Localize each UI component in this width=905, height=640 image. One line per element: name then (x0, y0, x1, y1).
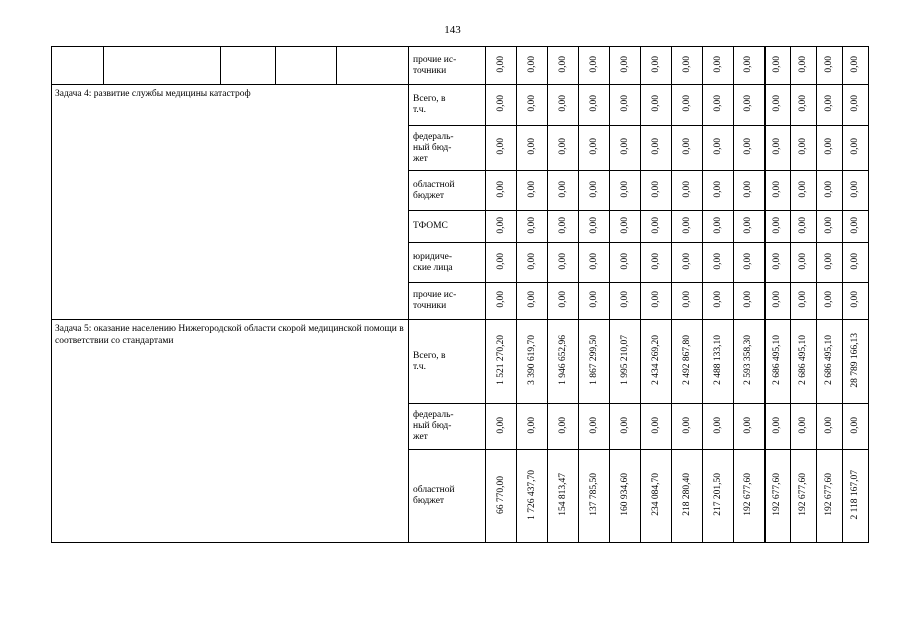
value-text: 0,00 (743, 416, 754, 434)
value-text: 0,00 (712, 416, 723, 434)
value-text: 0,00 (712, 252, 723, 270)
task-title: Задача 4: развитие службы медицины катастроф (52, 85, 409, 320)
value-text: 0,00 (681, 138, 692, 155)
value-cell (817, 171, 843, 211)
value-cell (791, 283, 817, 320)
value-cell (817, 47, 843, 85)
value-cell (843, 47, 869, 85)
value-cell (817, 211, 843, 243)
task-title: Задача 5: оказание населению Нижегородской области скорой медицинской помощи в соответствии со стандартами (52, 320, 409, 543)
value-cell (843, 450, 869, 543)
value-text: 0,00 (743, 291, 754, 308)
value-cell (641, 85, 672, 126)
value-cell (734, 47, 765, 85)
value-text: 0,00 (619, 252, 630, 270)
table-row (52, 85, 869, 126)
value-text: 0,00 (495, 138, 506, 155)
value-cell (610, 320, 641, 404)
value-cell (579, 320, 610, 404)
value-text: 0,00 (650, 291, 661, 308)
value-text: 0,00 (850, 180, 860, 198)
value-cell (791, 404, 817, 450)
value-cell (765, 450, 791, 543)
value-cell (579, 47, 610, 85)
value-text: 0,00 (557, 55, 568, 73)
value-text: 1 521 270,20 (495, 335, 506, 385)
value-cell (703, 283, 734, 320)
value-text: 0,00 (772, 416, 783, 434)
value-cell (843, 171, 869, 211)
value-cell (703, 85, 734, 126)
value-text: 154 813,47 (557, 473, 568, 516)
value-text: 0,00 (824, 416, 834, 434)
value-cell (734, 450, 765, 543)
value-cell (517, 283, 548, 320)
value-text: 0,00 (824, 95, 834, 112)
value-cell (672, 126, 703, 171)
value-text: 0,00 (650, 252, 661, 270)
value-text: 0,00 (619, 216, 630, 234)
value-text: 0,00 (557, 216, 568, 234)
value-cell (672, 283, 703, 320)
value-text: 0,00 (619, 55, 630, 73)
value-cell (579, 85, 610, 126)
value-cell (765, 283, 791, 320)
value-cell (765, 126, 791, 171)
value-text: 0,00 (557, 416, 568, 434)
value-cell (734, 171, 765, 211)
value-text: 192 677,60 (824, 473, 834, 516)
value-cell (765, 243, 791, 283)
value-cell (517, 211, 548, 243)
value-cell (641, 126, 672, 171)
value-text: 0,00 (850, 216, 860, 234)
value-cell (610, 47, 641, 85)
value-cell (703, 320, 734, 404)
value-text: 0,00 (798, 216, 808, 234)
value-text: 0,00 (588, 216, 599, 234)
value-text: 0,00 (557, 180, 568, 198)
value-cell (610, 85, 641, 126)
value-cell (791, 211, 817, 243)
value-text: 0,00 (772, 252, 783, 270)
empty-cell (337, 47, 409, 85)
value-cell (548, 47, 579, 85)
source-cell: прочие ис- точники (409, 47, 486, 85)
value-text: 0,00 (650, 138, 661, 155)
value-cell (517, 126, 548, 171)
value-cell (734, 211, 765, 243)
empty-cell (104, 47, 221, 85)
value-text: 0,00 (495, 291, 506, 308)
value-text: 0,00 (712, 180, 723, 198)
source-cell: юридиче- ские лица (409, 243, 486, 283)
value-text: 0,00 (712, 216, 723, 234)
value-text: 0,00 (557, 252, 568, 270)
table-row (52, 47, 869, 85)
value-cell (734, 85, 765, 126)
value-cell (791, 47, 817, 85)
value-cell (791, 126, 817, 171)
value-text: 0,00 (588, 138, 599, 155)
value-text: 0,00 (619, 180, 630, 198)
value-cell (486, 404, 517, 450)
value-cell (703, 126, 734, 171)
value-text: 0,00 (850, 138, 860, 155)
value-cell (817, 450, 843, 543)
value-text: 0,00 (588, 180, 599, 198)
value-text: 2 434 269,20 (650, 335, 661, 385)
value-text: 192 677,60 (772, 473, 783, 516)
value-cell (765, 211, 791, 243)
value-cell (579, 243, 610, 283)
value-cell (734, 404, 765, 450)
value-text: 0,00 (850, 55, 860, 73)
value-cell (486, 47, 517, 85)
source-cell: областной бюджет (409, 171, 486, 211)
value-text: 2 593 358,30 (743, 335, 754, 385)
value-text: 0,00 (526, 138, 537, 155)
value-text: 1 726 437,70 (526, 469, 537, 520)
value-cell (548, 211, 579, 243)
source-cell: Всего, в т.ч. (409, 85, 486, 126)
value-cell (641, 211, 672, 243)
value-text: 0,00 (495, 216, 506, 234)
value-text: 0,00 (712, 291, 723, 308)
value-cell (817, 320, 843, 404)
value-cell (703, 171, 734, 211)
value-text: 0,00 (526, 291, 537, 308)
value-text: 0,00 (681, 55, 692, 73)
value-text: 0,00 (495, 252, 506, 270)
value-text: 1 867 299,50 (588, 335, 599, 385)
value-text: 0,00 (772, 216, 783, 234)
value-cell (610, 171, 641, 211)
value-text: 217 201,50 (712, 473, 723, 516)
value-text: 0,00 (588, 291, 599, 308)
value-cell (817, 126, 843, 171)
value-cell (791, 171, 817, 211)
empty-cell (221, 47, 276, 85)
value-text: 0,00 (798, 138, 808, 155)
value-cell (843, 126, 869, 171)
value-text: 0,00 (681, 95, 692, 112)
value-text: 192 677,60 (798, 473, 808, 516)
value-text: 0,00 (681, 216, 692, 234)
empty-cell (276, 47, 337, 85)
source-cell: Всего, в т.ч. (409, 320, 486, 404)
value-text: 0,00 (588, 252, 599, 270)
value-text: 0,00 (798, 252, 808, 270)
value-cell (548, 171, 579, 211)
value-text: 0,00 (772, 55, 783, 73)
value-text: 0,00 (588, 55, 599, 73)
value-text: 0,00 (681, 252, 692, 270)
value-text: 0,00 (619, 95, 630, 112)
value-text: 0,00 (495, 416, 506, 434)
value-cell (486, 211, 517, 243)
value-text: 0,00 (712, 95, 723, 112)
value-text: 0,00 (650, 55, 661, 73)
value-text: 66 770,00 (495, 475, 506, 514)
value-cell (672, 404, 703, 450)
value-cell (641, 283, 672, 320)
value-text: 0,00 (650, 416, 661, 434)
value-cell (548, 243, 579, 283)
value-text: 0,00 (712, 138, 723, 155)
value-text: 0,00 (743, 180, 754, 198)
value-text: 0,00 (526, 95, 537, 112)
value-cell (672, 85, 703, 126)
value-text: 0,00 (588, 95, 599, 112)
value-text: 0,00 (495, 95, 506, 112)
value-text: 0,00 (526, 216, 537, 234)
source-cell: прочие ис- точники (409, 283, 486, 320)
value-text: 0,00 (526, 180, 537, 198)
value-cell (610, 404, 641, 450)
value-text: 0,00 (850, 416, 860, 434)
value-text: 1 995 210,07 (619, 335, 630, 385)
value-text: 2 686 495,10 (798, 335, 808, 385)
value-cell (817, 283, 843, 320)
value-text: 0,00 (798, 180, 808, 198)
value-text: 0,00 (619, 138, 630, 155)
source-cell: ТФОМС (409, 211, 486, 243)
value-cell (703, 450, 734, 543)
value-cell (579, 126, 610, 171)
value-cell (817, 404, 843, 450)
value-cell (579, 404, 610, 450)
value-cell (672, 171, 703, 211)
value-text: 0,00 (824, 55, 834, 73)
value-cell (486, 243, 517, 283)
value-cell (486, 171, 517, 211)
value-text: 0,00 (650, 216, 661, 234)
value-text: 0,00 (619, 291, 630, 308)
value-text: 0,00 (798, 291, 808, 308)
value-cell (517, 450, 548, 543)
value-cell (548, 126, 579, 171)
value-text: 0,00 (850, 252, 860, 270)
value-cell (843, 243, 869, 283)
value-text: 0,00 (772, 95, 783, 112)
value-cell (548, 320, 579, 404)
value-cell (843, 320, 869, 404)
value-text: 0,00 (495, 55, 506, 73)
value-text: 0,00 (824, 138, 834, 155)
value-text: 0,00 (743, 138, 754, 155)
value-cell (517, 47, 548, 85)
value-cell (791, 320, 817, 404)
value-cell (641, 404, 672, 450)
value-cell (703, 211, 734, 243)
value-cell (734, 320, 765, 404)
value-text: 160 934,60 (619, 473, 630, 516)
value-cell (765, 171, 791, 211)
value-cell (641, 171, 672, 211)
value-cell (817, 85, 843, 126)
value-cell (486, 283, 517, 320)
value-text: 0,00 (798, 416, 808, 434)
value-text: 2 488 133,10 (712, 335, 723, 385)
value-text: 0,00 (495, 180, 506, 198)
value-text: 0,00 (824, 291, 834, 308)
value-cell (843, 211, 869, 243)
value-text: 1 946 652,96 (557, 335, 568, 385)
value-cell (486, 320, 517, 404)
value-text: 0,00 (798, 55, 808, 73)
value-cell (672, 320, 703, 404)
value-cell (843, 85, 869, 126)
value-cell (610, 126, 641, 171)
source-cell: федераль- ный бюд- жет (409, 404, 486, 450)
value-text: 0,00 (557, 138, 568, 155)
value-text: 192 677,60 (743, 473, 754, 516)
source-cell: областной бюджет (409, 450, 486, 543)
empty-cell (52, 47, 104, 85)
value-text: 234 084,70 (650, 473, 661, 516)
value-cell (672, 243, 703, 283)
value-text: 0,00 (743, 252, 754, 270)
value-cell (734, 283, 765, 320)
value-cell (817, 243, 843, 283)
source-cell: федераль- ный бюд- жет (409, 126, 486, 171)
budget-table (51, 46, 869, 543)
value-text: 3 390 619,70 (526, 335, 537, 385)
value-text: 0,00 (824, 216, 834, 234)
value-cell (579, 450, 610, 543)
value-text: 0,00 (824, 180, 834, 198)
value-cell (517, 404, 548, 450)
value-text: 0,00 (850, 95, 860, 112)
value-cell (610, 211, 641, 243)
value-cell (486, 450, 517, 543)
value-text: 0,00 (772, 138, 783, 155)
value-text: 2 686 495,10 (772, 335, 783, 385)
value-text: 2 492 867,80 (681, 335, 692, 385)
value-text: 0,00 (588, 416, 599, 434)
value-cell (610, 283, 641, 320)
value-text: 2 118 167,07 (850, 469, 860, 520)
value-cell (843, 404, 869, 450)
value-cell (672, 450, 703, 543)
value-cell (548, 450, 579, 543)
value-text: 0,00 (743, 216, 754, 234)
value-text: 0,00 (526, 252, 537, 270)
value-text: 0,00 (772, 291, 783, 308)
value-cell (579, 211, 610, 243)
value-text: 0,00 (798, 95, 808, 112)
value-cell (548, 404, 579, 450)
value-text: 2 686 495,10 (824, 335, 834, 385)
value-cell (517, 171, 548, 211)
value-text: 0,00 (650, 95, 661, 112)
value-cell (791, 243, 817, 283)
value-text: 0,00 (824, 252, 834, 270)
value-cell (765, 404, 791, 450)
value-cell (703, 404, 734, 450)
page-number: 143 (444, 24, 461, 36)
value-text: 0,00 (526, 416, 537, 434)
value-text: 0,00 (681, 180, 692, 198)
value-cell (641, 47, 672, 85)
value-cell (765, 320, 791, 404)
value-text: 0,00 (681, 416, 692, 434)
value-text: 0,00 (850, 291, 860, 308)
value-cell (579, 283, 610, 320)
value-cell (517, 85, 548, 126)
value-cell (734, 243, 765, 283)
value-cell (641, 450, 672, 543)
value-cell (579, 171, 610, 211)
value-cell (765, 47, 791, 85)
value-text: 0,00 (743, 95, 754, 112)
value-cell (703, 243, 734, 283)
value-text: 0,00 (712, 55, 723, 73)
value-text: 0,00 (557, 291, 568, 308)
value-cell (548, 85, 579, 126)
value-cell (765, 85, 791, 126)
value-text: 137 785,50 (588, 473, 599, 516)
value-text: 0,00 (743, 55, 754, 73)
value-cell (486, 85, 517, 126)
value-cell (791, 85, 817, 126)
value-text: 0,00 (772, 180, 783, 198)
value-text: 0,00 (619, 416, 630, 434)
value-text: 0,00 (557, 95, 568, 112)
value-cell (703, 47, 734, 85)
value-cell (486, 126, 517, 171)
value-cell (610, 450, 641, 543)
value-text: 28 789 166,13 (850, 332, 860, 388)
value-cell (641, 243, 672, 283)
value-text: 0,00 (681, 291, 692, 308)
value-cell (517, 320, 548, 404)
value-cell (517, 243, 548, 283)
value-cell (641, 320, 672, 404)
table-row (52, 320, 869, 404)
value-text: 0,00 (650, 180, 661, 198)
value-cell (734, 126, 765, 171)
value-text: 0,00 (526, 55, 537, 73)
value-cell (548, 283, 579, 320)
value-cell (791, 450, 817, 543)
value-cell (672, 211, 703, 243)
value-cell (843, 283, 869, 320)
value-cell (672, 47, 703, 85)
value-cell (610, 243, 641, 283)
value-text: 218 280,40 (681, 473, 692, 516)
